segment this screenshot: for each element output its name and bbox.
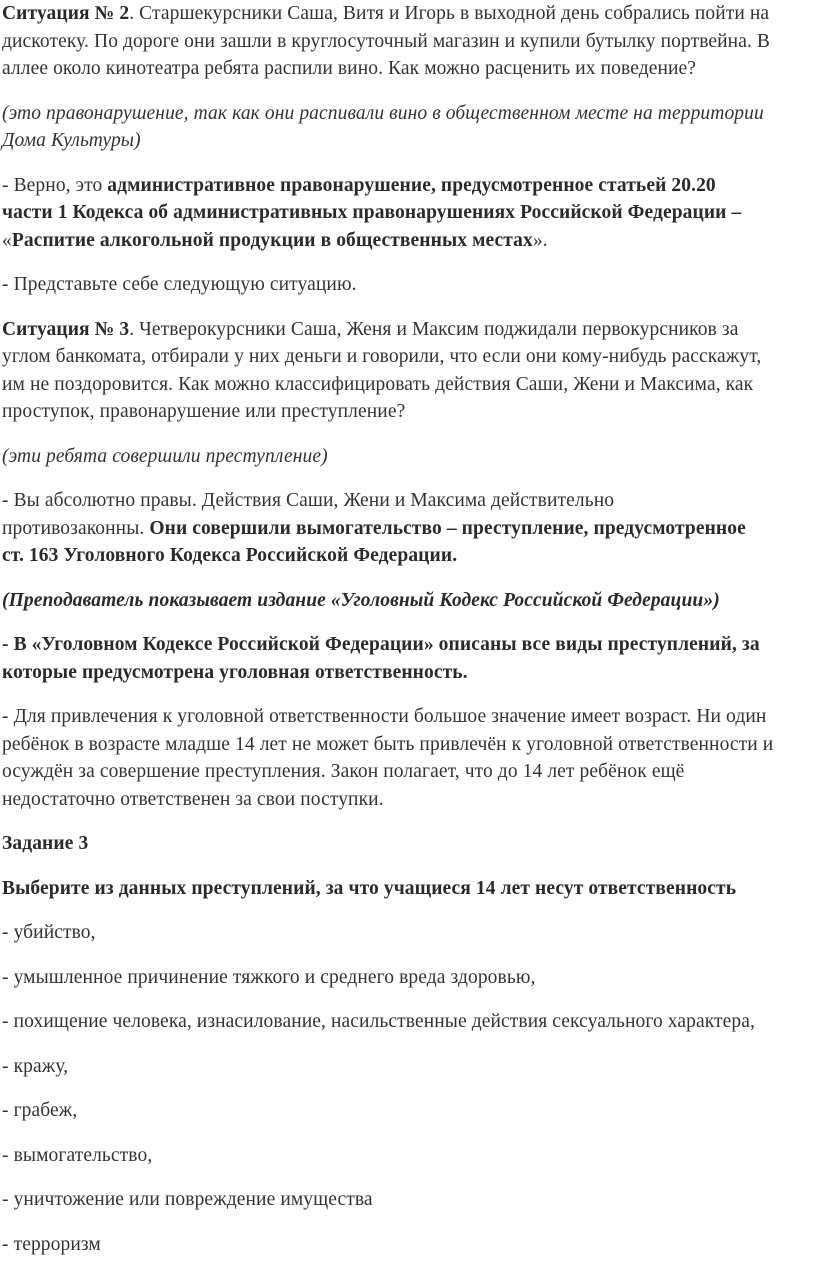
list-item: - уничтожение или повреждение имущества <box>2 1189 373 1210</box>
list-item: - терроризм <box>2 1233 101 1255</box>
criminal-code-note: - В «Уголовном Кодексе Российской Федерации» описаны все виды преступлений, за которые предусмотрена уголовная ответственность. <box>2 634 760 683</box>
document <box>2 0 814 1258</box>
list-item: - вымогательство, <box>2 1144 153 1166</box>
list-item: - убийство, <box>2 922 96 943</box>
teacher-comment: - Верно, это административное правонарушение, предусмотренное статьей 20.20 части 1 Кодекса об административных правонарушениях Российской Федерации – «Распитие алкогольной продукции в общественных местах». <box>2 174 742 251</box>
list-item: - кражу, <box>2 1055 69 1077</box>
teacher-comment: - Вы абсолютно правы. Действия Саши, Жени и Максима действительно противозаконны. Они совершили вымогательство – преступление, предусмотренное ст. 163 Уголовного Кодекса Российской Федерации. <box>2 490 746 566</box>
situation-2: Ситуация № 2. Старшекурсники Саша, Витя и Игорь в выходной день собрались пойти на дискотеку. По дороге они зашли в круглосуточный магазин и купили бутылку портвейна. В аллее около кинотеатра ребята распили вино. Как можно расценить их поведение? <box>2 3 771 79</box>
situation-label: Ситуация № 2 <box>2 3 130 24</box>
task-title: Задание 3 <box>2 833 89 854</box>
task-instruction: Выберите из данных преступлений, за что учащиеся 14 лет несут ответственность <box>2 877 737 899</box>
answer-hint: (эти ребята совершили преступление) <box>2 445 328 467</box>
situation-label: Ситуация № 3 <box>2 318 130 340</box>
answer-hint: (это правонарушение, так как они распивали вино в общественном месте на территории Дома Культуры) <box>2 102 764 151</box>
list-item: - похищение человека, изнасилование, насильственные действия сексуального характера, <box>2 1011 756 1032</box>
age-explanation: - Для привлечения к уголовной ответственности большое значение имеет возраст. Ни один ребёнок в возрасте младше 14 лет не может быть привлечён к уголовной ответственности и осуждён за совершение преступления. Закон полагает, что до 14 лет ребёнок ещё недостаточно ответственен за свои поступки. <box>2 706 774 810</box>
situation-3: Ситуация № 3. Четверокурсники Саша, Женя и Максим поджидали первокурсников за углом банкомата, отбирали у них деньги и говорили, что если они кому-нибудь расскажут, им не поздоровится. Как можно классифицировать действия Саши, Жени и Максима, как проступок, правонарушение или преступление? <box>2 318 762 422</box>
list-item: - грабеж, <box>2 1100 78 1121</box>
list-item: - умышленное причинение тяжкого и среднего вреда здоровью, <box>2 966 536 988</box>
transition-text: - Представьте себе следующую ситуацию. <box>2 274 357 295</box>
stage-direction: (Преподаватель показывает издание «Уголовный Кодекс Российской Федерации») <box>2 589 720 611</box>
